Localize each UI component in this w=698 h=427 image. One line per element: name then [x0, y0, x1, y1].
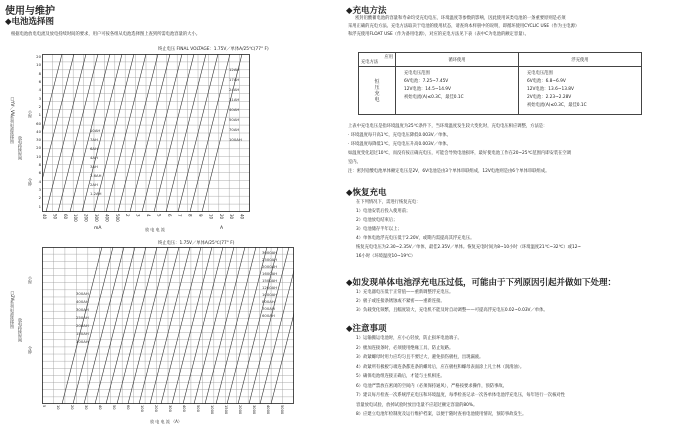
- chart2-x-tick: 5: [42, 405, 46, 408]
- charging-notes: [348, 122, 571, 176]
- chart2-capacity-labels-right: [262, 249, 286, 319]
- section-title-recovery: ◆恢复充电: [346, 188, 387, 198]
- chart1-y-tick: 20: [36, 54, 41, 59]
- chart2-x-tick: 300: [168, 405, 172, 412]
- page-title: 使用与维护: [5, 6, 55, 17]
- chart2-cap-right-3: 1600AH: [262, 271, 278, 276]
- chart1-cap-right-7: 100AH: [229, 137, 242, 142]
- table-corner-top: 应用: [384, 55, 393, 60]
- chart2-x-tick: 2000: [238, 405, 242, 415]
- table-cyclic-line-2: 12V电池：14.5~14.9V: [404, 87, 451, 92]
- chart1-y-tick: 6: [38, 78, 41, 84]
- chart1-x-tick: 7: [177, 214, 183, 217]
- chart1-cap-right-2: 24AH: [229, 87, 240, 92]
- precautions-list: [356, 334, 565, 420]
- chart1-cap-right-1: 17AH: [229, 77, 240, 82]
- chart1-ylabel: 放电持续时间: [18, 136, 23, 160]
- chart1-y-tick: 10: [36, 153, 41, 159]
- precaution-item-3: 4）故紧所有极板与端连条都连条的螺母后，应在极柱和螺母表面涂上凡士林（润滑油）。: [356, 364, 525, 370]
- chart2-end-voltage: 终止电压：1.75V／单体A/25℃(77° F): [158, 241, 235, 246]
- precaution-item-5: 6）电池严禁放在密闭的空间内（必须保持通风），严格按要求操作，预防事故。: [356, 383, 507, 389]
- chart2-cap-left-6: 100AH: [76, 339, 89, 344]
- chart1-unit-a: A: [220, 226, 224, 231]
- chart2-x-tick: 30: [84, 405, 88, 410]
- precaution-item-7: 容量放电试验，放掉试验时放出电量不应超过额定容量的80%。: [356, 402, 478, 408]
- chart1-cap-right-3: 31AH: [229, 97, 240, 102]
- chart1-x-tick: 60: [62, 214, 68, 220]
- recovery-item-4: 4）单体电池浮充电压低于2.20V，或期内需提高其浮充电压。: [356, 236, 475, 241]
- chart2-x-tick: 5000: [280, 405, 284, 415]
- chart1-y-tick: 4: [38, 87, 41, 93]
- chart1-y-tick: 60: [36, 120, 41, 126]
- chart1-x-tick: 20: [218, 214, 224, 220]
- chart2-x-tick: 500: [196, 405, 200, 412]
- charging-note-3: 如温度变化超过10℃，而没有按正确充电压，可能会导致电池损坏，最好使电池工作在20~25℃范围内即安装在空调: [348, 151, 572, 156]
- chart2-x-tick: 200: [154, 405, 158, 412]
- recovery-list: [356, 198, 581, 261]
- precaution-item-0: 1）运输搬运电池时，应小心轻放，防止损坏电池端子。: [356, 336, 462, 341]
- chart1-cap-left-1: 7AH: [90, 137, 98, 142]
- chart2-x-tick: 3000: [252, 405, 256, 415]
- chart1-x-tick: 9: [198, 214, 203, 217]
- chart1-y-tick: 40: [36, 128, 41, 134]
- chart1-cap-left-0: 10AH: [90, 128, 101, 133]
- section-title-charging: ◆充电方法: [346, 6, 387, 16]
- chart1-plot: [42, 54, 250, 212]
- intro-text: 根据电池放电电流及放电持续时间的要求，用户可按各组从电池选择图上查到所需电池容量的大小。: [11, 32, 201, 37]
- chart1-cap-left-2: 6AH: [90, 146, 98, 151]
- chart2-cap-right-8: 700AH: [262, 306, 275, 311]
- chart2-x-tick: 4000: [266, 405, 270, 415]
- chart2-xlabel: 放 电 电 流 （A）: [150, 419, 182, 424]
- chart2-x-tick: 1500: [224, 405, 228, 415]
- chart2-cap-right-2: 2000AH: [262, 264, 278, 269]
- chart2-x-tick: 40: [98, 405, 102, 410]
- chart1-x-tick: 400: [104, 214, 110, 222]
- chart1-y-tick: 2: [38, 103, 41, 109]
- chart2-cap-right-0: 3000AH: [262, 250, 278, 255]
- chart1-cap-left-5: 2.6AH: [90, 173, 102, 178]
- chart1-x-tick: 300: [94, 214, 99, 222]
- charging-note-1: · 环境温度每升高1℃，充电电压降低0.003V／单体。: [348, 133, 451, 138]
- chart1-x-tick: 100: [73, 214, 79, 222]
- chart2-cap-right-1: 2500AH: [262, 257, 278, 262]
- chart1-unit-ma: mA: [94, 226, 102, 231]
- chart1-y-tick: 10: [36, 62, 41, 68]
- chart2-x-tick: 50: [112, 405, 116, 410]
- recovery-item-2: 2）电池放电结束后；: [356, 218, 398, 223]
- chart1-capacity-labels-left: [90, 126, 112, 198]
- chart1-cap-right-5: 50AH: [229, 117, 240, 122]
- charging-para-3: 和浮充使用FLOAT USE（作为备用电源），对应的充电方法见下表（表中C为电池的额定容量）。: [348, 32, 529, 37]
- chart1-title-vertical: □YV／VV系列电池选择图: [10, 96, 15, 144]
- low-voltage-item-0: 1）充电器电压低于正常值——重新调整浮充电压。: [356, 290, 454, 295]
- chart2-cap-left-2: 300AH: [76, 307, 89, 312]
- chart1-cap-left-7: 1.2AH: [90, 191, 102, 196]
- chart2-x-tick: 100: [140, 405, 144, 412]
- table-cyclic-line-0: 充电电压范围: [404, 71, 430, 76]
- chart1-y-tick: 6: [38, 170, 41, 176]
- chart1-x-axis: [42, 214, 250, 224]
- table-float-line-3: 2V电池：2.23~2.28V: [527, 95, 572, 100]
- chart1-x-tick: 200: [83, 214, 89, 222]
- table-float-line-4: 初始电流(A)≤0.3C，最佳0.1C: [527, 103, 587, 108]
- chart2-hour-label: 小时: [28, 276, 33, 284]
- chart2-x-tick: 10: [56, 405, 60, 410]
- table-cyclic-line-3: 初始电流(A)≤0.3C，最佳0.1C: [404, 95, 464, 100]
- chart2-ylabel: 放电持续时间: [18, 318, 23, 342]
- chart1-cap-left-3: 4AH: [90, 155, 98, 160]
- chart1-x-tick: 6: [166, 214, 172, 217]
- chart1-x-tick: 40: [239, 214, 245, 220]
- recovery-item-0: 在下列情况下，需进行恢复充电：: [356, 200, 421, 205]
- chart2-x-tick: 1000: [210, 405, 214, 415]
- chart2-cap-left-3: 250AH: [76, 315, 89, 320]
- recovery-item-1: 1）电池安装后投入使用前；: [356, 209, 411, 214]
- chart1-y-tick: 8: [38, 162, 41, 168]
- charging-note-5: 注：密封铅酸电池单体额定电压是2V，6V电池是由3个单体串联组成，12V电池则是由6个单体串联组成。: [348, 169, 550, 174]
- table-corner-bottom: 充电方法: [361, 60, 379, 65]
- recovery-item-6: 16小时（环境温度10~19℃）: [356, 254, 416, 259]
- chart2-cap-left-0: 300AH: [76, 291, 89, 296]
- chart1-y-tick: 8: [38, 70, 41, 76]
- low-voltage-item-1: 2）极子或连接条锈蚀或不紧密——重新连接。: [356, 299, 445, 304]
- table-cyclic-line-1: 6V电池：7.25~7.45V: [404, 79, 449, 84]
- section-title-battery-selection: ◆电池选择图: [5, 17, 55, 27]
- chart2-x-axis: [42, 405, 294, 415]
- chart1-y-tick: 4: [38, 178, 41, 184]
- chart1-cap-left-4: 3AH: [90, 164, 98, 169]
- chart1-y-tick: 30: [36, 137, 41, 143]
- chart2-cap-right-4: 1500AH: [262, 278, 278, 283]
- chart1-cap-right-4: 40AH: [229, 107, 240, 112]
- chart2-cap-left-5: 150AH: [76, 331, 89, 336]
- chart1-x-tick: 5: [156, 214, 162, 217]
- charging-note-2: · 环境温度每降低1℃，充电电压升高0.003V／单体。: [348, 142, 451, 147]
- chart2-cap-left-4: 200AH: [76, 323, 89, 328]
- precaution-item-6: 7）建议每月检查一次系统浮充电压和环境温度，每季检查记录一次各单体电池浮充电压，每年进行一次核对性: [356, 393, 565, 398]
- chart2-cap-right-6: 1000AH: [262, 292, 278, 297]
- recovery-item-3: 3）电池储存半年以上；: [356, 227, 402, 232]
- chart1-y-tick: 20: [36, 145, 41, 151]
- chart2-cap-right-5: 1200AH: [262, 285, 278, 290]
- chart1-x-tick: 500: [114, 214, 120, 222]
- recovery-item-5: 恢复充电电压为2.30~2.35V／单体，最佳2.35V／单体。恢复充电时间为8~10小时（环境温度21℃~32℃）或12~: [356, 245, 582, 250]
- precaution-item-1: 2）梳加连接条时，必须使用绝缘工具，防止短路。: [356, 345, 454, 351]
- chart2-capacity-labels-left: [76, 290, 98, 346]
- chart1-y-axis: [32, 54, 42, 214]
- chart1-cap-left-6: 2AH: [90, 182, 98, 187]
- chart1-capacity-labels-right: [229, 65, 251, 145]
- precaution-item-8: 8）应建立电池年检制度及运行维护档案，以便于随时查看电池使用情况，预防事故发生。: [356, 412, 527, 417]
- chart1-minute-label: 分钟: [28, 178, 33, 186]
- chart2-x-tick: 400: [182, 405, 186, 412]
- chart1-hour-label: 小时: [28, 110, 33, 118]
- table-float-line-0: 充电电压范围: [527, 71, 553, 76]
- table-col-cyclic: 循环使用: [396, 53, 519, 67]
- chart2-cap-left-1: 400AH: [76, 299, 89, 304]
- chart1-y-tick: 3: [38, 187, 41, 193]
- chart1-x-tick: 40: [42, 214, 47, 220]
- chart1-y-tick: 1: [38, 112, 41, 118]
- table-float-line-1: 6V电池：6.8~6.9V: [527, 79, 566, 84]
- chart1-x-tick: 10: [208, 214, 214, 220]
- charging-para-2: 采用正确的充电方法。充电方法取决于电池的使用状态，请查询本样册中的说明，即循环使用CYCLIC USE（作为主电源）: [348, 24, 580, 29]
- low-voltage-item-2: 3）负载变化频繁，且幅度较大，充电机不能及时自动调整——可提高浮充电压0.02~0.03V／单体。: [356, 308, 548, 313]
- chart1-y-tick: 2: [38, 195, 41, 201]
- chart1-x-tick: 2: [125, 214, 131, 217]
- chart2-title-vertical: □2V系列电池选择图: [10, 290, 15, 329]
- table-row-head: 恒压充电: [374, 78, 380, 103]
- section-title-low-voltage: ◆如发现单体电池浮充电压过低，可能由于下列原因引起并做如下处理：: [346, 278, 617, 288]
- table-float-cell: [519, 67, 642, 115]
- charging-note-4: 室内。: [348, 160, 361, 165]
- precaution-item-4: 5）确保电池组连接正确后，才能与主机相连。: [356, 374, 445, 379]
- table-cyclic-cell: [396, 67, 519, 115]
- chart2-cap-right-9: 600AH: [262, 313, 275, 318]
- section-title-precautions: ◆注意事项: [346, 324, 387, 334]
- chart1-y-tick: 1: [38, 203, 41, 209]
- chart1-x-tick: 4: [146, 214, 151, 217]
- table-col-float: 浮充使用: [519, 53, 642, 67]
- chart1-x-tick: 3: [135, 214, 141, 217]
- charging-para-1: 密封铅酸蓄电池的容量和寿命均受充电电压、环境温度等参数的影响，因此使用该类电池的一条重要原则是必须: [355, 16, 566, 21]
- chart1-y-tick: 3: [38, 95, 41, 101]
- chart2-x-tick: 20: [70, 405, 74, 410]
- table-float-line-2: 12V电池：13.6~13.8V: [527, 87, 574, 92]
- low-voltage-list: [356, 288, 548, 315]
- chart1-cap-right-6: 70AH: [229, 127, 240, 132]
- chart1-end-voltage: 终止电压 FINAL VOLTAGE：1.75V／单体A/25℃(77° F): [158, 47, 269, 52]
- chart1-x-tick: 8: [187, 214, 193, 217]
- chart2-minute-label: 分钟: [28, 346, 33, 354]
- charging-table: [358, 52, 642, 115]
- chart2-cap-right-7: 800AH: [262, 299, 275, 304]
- chart1-x-tick: 30: [229, 214, 235, 220]
- charging-note-0: 上表中充电电压是指环境温度为25℃条件下，当环境温度发生较大变化时，充电电压相应调整，方法是：: [348, 124, 548, 129]
- chart2-x-tick: 60: [126, 405, 130, 410]
- precaution-item-2: 3）故紧螺母时用力应均匀且不要过大，避免损伤极柱，出现漏液。: [356, 355, 484, 360]
- chart1-cap-right-0: 12AH: [229, 67, 240, 72]
- chart1-x-tick: 50: [52, 214, 58, 220]
- chart1-xlabel: 放 电 电 流: [145, 227, 165, 232]
